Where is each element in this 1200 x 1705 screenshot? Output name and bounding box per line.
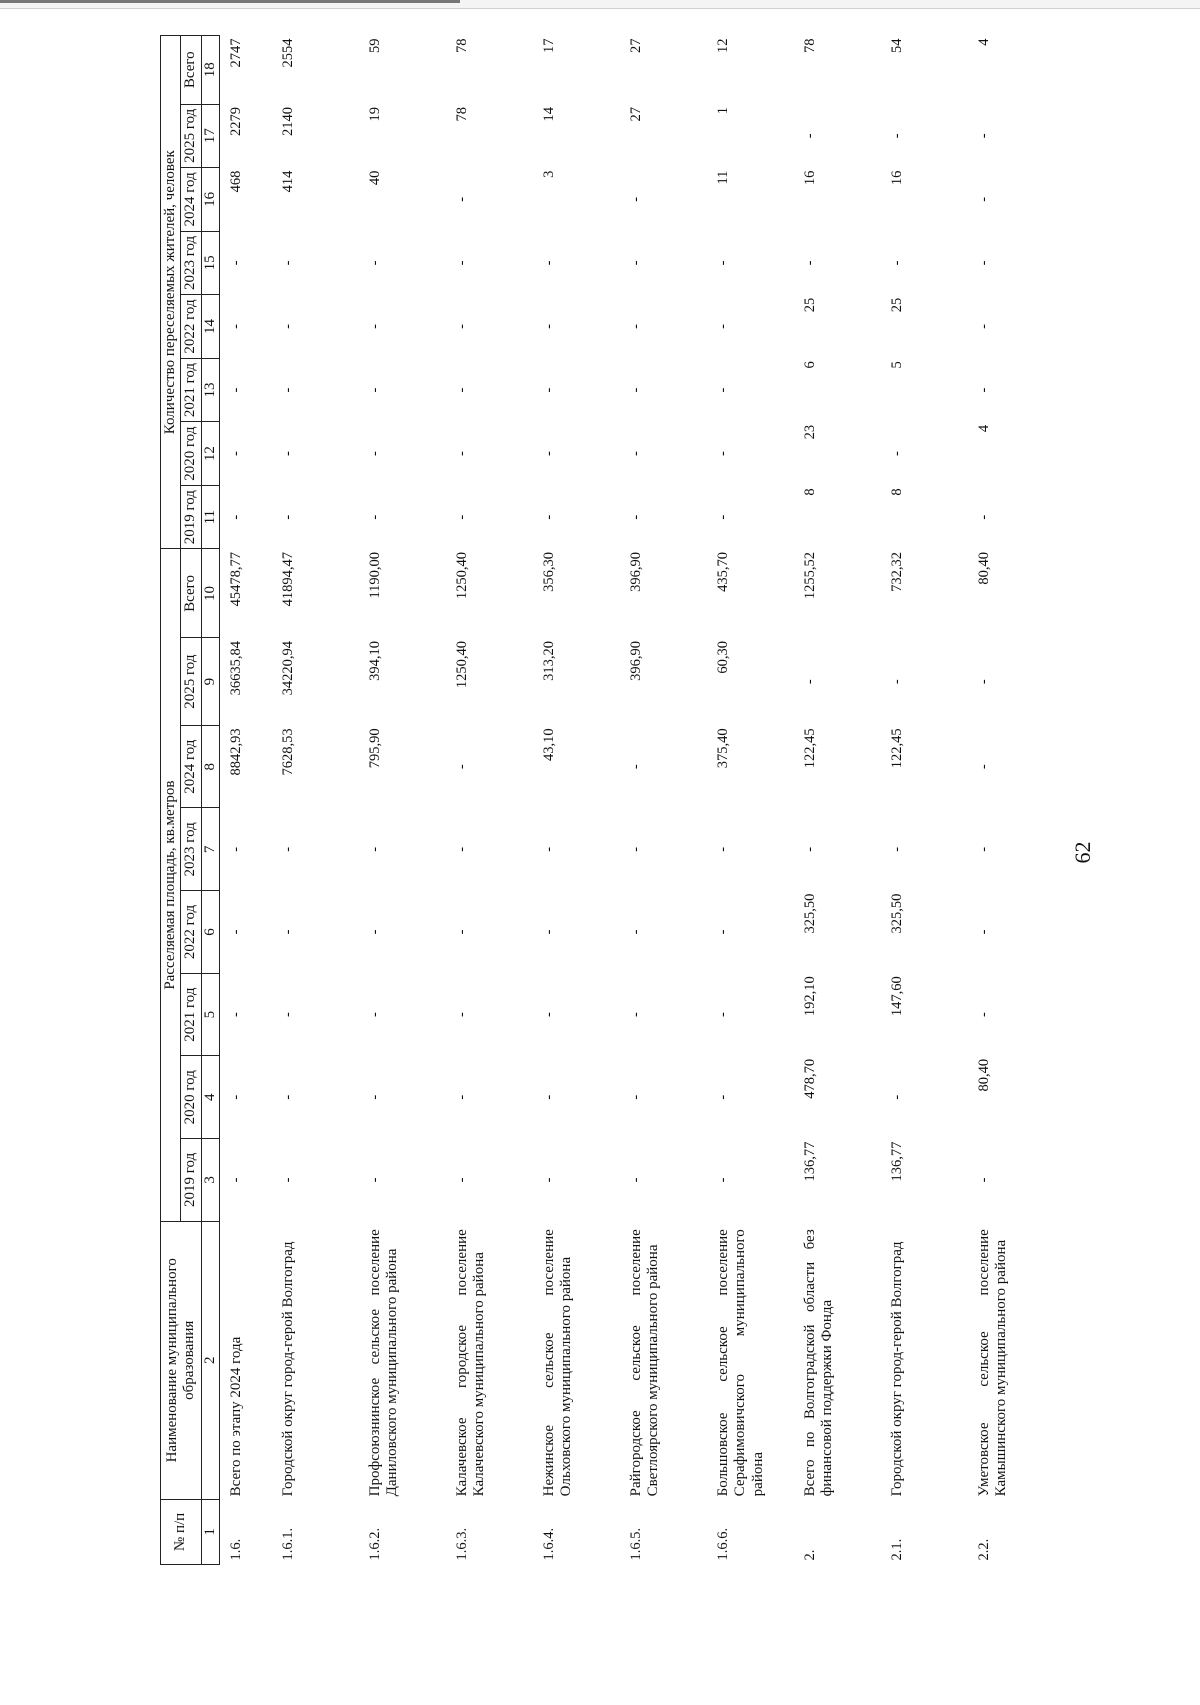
people-value-cell: - [227, 260, 244, 266]
area-value-cell: - [454, 1012, 471, 1018]
people-value-cell: 17 [541, 38, 558, 53]
column-number: 6 [201, 891, 219, 974]
people-value-cell: - [454, 324, 471, 329]
header-num: № п/п [161, 1499, 202, 1564]
people-value-cell: - [628, 260, 645, 266]
area-value-cell: 325,50 [802, 893, 819, 934]
people-value-cell: 8 [889, 488, 906, 496]
table-row [219, 36, 272, 1565]
row-number: 2. [802, 1549, 819, 1561]
area-value-cell: 36635,84 [227, 640, 244, 696]
column-number: 4 [201, 1056, 219, 1139]
area-value-cell: - [541, 1012, 558, 1018]
table-row [446, 36, 533, 1565]
area-value-cell: 8842,93 [227, 728, 244, 776]
table-row [533, 36, 620, 1565]
people-value-cell: - [367, 451, 384, 457]
area-value-cell: 192,10 [802, 976, 819, 1017]
row-number: 1.6.5. [628, 1527, 645, 1561]
area-value-cell: - [541, 846, 558, 852]
area-value-cell: - [227, 1012, 244, 1018]
area-value-cell: 136,77 [802, 1141, 819, 1182]
people-value-cell: 2140 [280, 107, 297, 137]
area-value-cell: 45478,77 [227, 551, 244, 607]
table-row [359, 36, 446, 1565]
column-number: 2 [201, 1221, 219, 1499]
people-value-cell: - [976, 260, 993, 266]
page-number: 62 [1070, 841, 1095, 864]
area-value-cell: - [802, 679, 819, 685]
people-value-cell: - [976, 324, 993, 329]
table-row [881, 36, 968, 1565]
area-value-cell: - [715, 1177, 732, 1183]
people-value-cell: - [280, 387, 297, 393]
people-value-cell: - [628, 387, 645, 393]
area-value-cell: 80,40 [976, 551, 993, 585]
people-value-cell: 14 [541, 107, 558, 122]
area-value-cell: - [976, 679, 993, 685]
header-people-year: 2019 год [181, 485, 201, 549]
header-row-groups [161, 36, 181, 1565]
area-value-cell: - [280, 929, 297, 935]
header-name: Наименование муниципального образования [161, 1221, 202, 1499]
municipality-name: Профсоюзнинское сельское поселение Даниловского муниципального района [367, 1229, 401, 1497]
area-value-cell: 732,32 [889, 551, 906, 592]
column-number: 9 [201, 638, 219, 725]
column-number: 12 [201, 422, 219, 486]
people-value-cell: - [367, 387, 384, 393]
header-row-column-numbers [201, 36, 219, 1565]
people-value-cell: 25 [802, 297, 819, 313]
people-value-cell: - [976, 196, 993, 202]
people-value-cell: 468 [227, 170, 244, 193]
row-number: 2.1. [889, 1538, 906, 1561]
people-value-cell: 11 [715, 170, 732, 185]
area-value-cell: 80,40 [976, 1058, 993, 1092]
people-value-cell: - [802, 260, 819, 266]
column-number: 15 [201, 231, 219, 295]
area-value-cell: 325,50 [889, 893, 906, 934]
area-value-cell: - [454, 929, 471, 935]
header-people-year: 2021 год [181, 358, 201, 422]
people-value-cell: 27 [628, 107, 645, 122]
table-row [620, 36, 707, 1565]
municipality-name: Большовское сельское поселение Серафимовичского муниципального района [715, 1229, 766, 1497]
people-value-cell: - [454, 514, 471, 520]
people-value-cell: - [367, 324, 384, 329]
area-value-cell: - [976, 1012, 993, 1018]
area-value-cell: 1190,00 [367, 551, 384, 599]
people-value-cell: - [541, 324, 558, 329]
people-value-cell: - [715, 514, 732, 520]
area-value-cell: - [280, 1012, 297, 1018]
people-value-cell: - [227, 387, 244, 393]
header-people-year: 2024 год [181, 168, 201, 232]
people-value-cell: - [541, 514, 558, 520]
area-value-cell: - [367, 846, 384, 852]
area-value-cell: - [227, 1094, 244, 1100]
area-value-cell: - [280, 1094, 297, 1100]
area-value-cell: 396,90 [628, 640, 645, 681]
column-number: 1 [201, 1499, 219, 1564]
municipality-name: Всего по Волгоградской области без финансовой поддержки Фонда [802, 1229, 836, 1497]
people-value-cell: 414 [280, 170, 297, 193]
column-number: 16 [201, 168, 219, 232]
people-value-cell: 2279 [227, 107, 244, 137]
resettlement-table [160, 35, 1055, 1565]
people-value-cell: 59 [367, 38, 384, 53]
header-people-year: 2023 год [181, 231, 201, 295]
area-value-cell: 7628,53 [280, 728, 297, 776]
area-value-cell: - [367, 929, 384, 935]
people-value-cell: - [227, 514, 244, 520]
area-value-cell: - [367, 1094, 384, 1100]
area-value-cell: 1250,40 [454, 551, 471, 600]
column-number: 14 [201, 295, 219, 359]
area-value-cell: - [628, 764, 645, 770]
area-value-cell: - [889, 679, 906, 685]
area-value-cell: 478,70 [802, 1058, 819, 1099]
people-value-cell: - [280, 324, 297, 329]
people-value-cell: 2554 [280, 38, 297, 68]
column-number: 10 [201, 549, 219, 638]
area-value-cell: - [976, 846, 993, 852]
header-area-year: 2024 год [181, 725, 201, 808]
people-value-cell: - [628, 451, 645, 457]
people-value-cell: 23 [802, 424, 819, 440]
area-value-cell: - [280, 1177, 297, 1183]
people-value-cell: - [280, 260, 297, 266]
people-value-cell: - [280, 514, 297, 520]
people-value-cell: 16 [802, 170, 819, 186]
table-row [968, 36, 1055, 1565]
area-value-cell: - [227, 929, 244, 935]
table-row [272, 36, 359, 1565]
header-area-group: Расселяемая площадь, кв.метров [161, 549, 181, 1221]
area-value-cell: 435,70 [715, 551, 732, 592]
area-value-cell: 356,30 [541, 551, 558, 592]
area-value-cell: - [454, 764, 471, 770]
people-value-cell: - [976, 133, 993, 139]
header-area-year: 2022 год [181, 891, 201, 974]
header-area-total: Всего [181, 549, 201, 638]
header-area-year: 2025 год [181, 638, 201, 725]
area-value-cell: - [628, 1012, 645, 1018]
people-value-cell: - [889, 260, 906, 266]
area-value-cell: - [715, 1094, 732, 1100]
row-number: 1.6.2. [367, 1527, 384, 1561]
municipality-name: Уметовское сельское поселение Камышинского муниципального района [976, 1229, 1010, 1497]
header-area-year: 2021 год [181, 973, 201, 1056]
municipality-name: Всего по этапу 2024 года [227, 1336, 244, 1497]
area-value-cell: - [367, 1012, 384, 1018]
area-value-cell: - [541, 1177, 558, 1183]
people-value-cell: 8 [802, 488, 819, 496]
column-number: 17 [201, 104, 219, 168]
people-value-cell: - [802, 133, 819, 139]
area-value-cell: - [541, 1094, 558, 1100]
people-value-cell: 12 [715, 38, 732, 53]
people-value-cell: 40 [367, 170, 384, 186]
area-value-cell: - [715, 846, 732, 852]
municipality-name: Райгородское сельское поселение Светлоярского муниципального района [628, 1229, 662, 1497]
people-value-cell: - [889, 133, 906, 139]
area-value-cell: 313,20 [541, 640, 558, 681]
people-value-cell: - [976, 387, 993, 393]
area-value-cell: - [976, 929, 993, 935]
table-row [794, 36, 881, 1565]
column-number: 11 [201, 485, 219, 549]
column-number: 18 [201, 36, 219, 105]
area-value-cell: - [802, 846, 819, 852]
people-value-cell: - [227, 324, 244, 329]
people-value-cell: - [715, 260, 732, 266]
people-value-cell: - [715, 387, 732, 393]
people-value-cell: - [367, 260, 384, 266]
area-value-cell: 122,45 [889, 728, 906, 769]
people-value-cell: - [976, 514, 993, 520]
column-number: 13 [201, 358, 219, 422]
area-value-cell: - [541, 929, 558, 935]
people-value-cell: - [628, 324, 645, 329]
people-value-cell: - [454, 387, 471, 393]
people-value-cell: - [541, 451, 558, 457]
area-value-cell: 147,60 [889, 976, 906, 1017]
area-value-cell: 43,10 [541, 728, 558, 761]
area-value-cell: - [454, 1094, 471, 1100]
header-area-year: 2019 год [181, 1139, 201, 1222]
header-people-year: 2025 год [181, 104, 201, 168]
people-value-cell: - [280, 451, 297, 457]
people-value-cell: 4 [976, 424, 993, 433]
row-number: 1.6.4. [541, 1527, 558, 1561]
people-value-cell: 78 [802, 38, 819, 53]
area-value-cell: - [889, 846, 906, 852]
area-value-cell: - [715, 929, 732, 935]
area-value-cell: 136,77 [889, 1141, 906, 1182]
people-value-cell: 6 [802, 361, 819, 369]
area-value-cell: 394,10 [367, 640, 384, 681]
area-value-cell: - [628, 1177, 645, 1183]
row-number: 1.6. [227, 1538, 244, 1561]
row-number: 1.6.1. [280, 1527, 297, 1561]
municipality-name: Калачевское городское поселение Калачевского муниципального района [454, 1229, 488, 1497]
area-value-cell: - [628, 1094, 645, 1100]
row-number: 2.2. [976, 1538, 993, 1561]
people-value-cell: - [541, 260, 558, 266]
people-value-cell: 78 [454, 107, 471, 122]
people-value-cell: - [628, 514, 645, 520]
column-number: 8 [201, 725, 219, 808]
area-value-cell: - [628, 846, 645, 852]
area-value-cell: 795,90 [367, 728, 384, 769]
people-value-cell: - [227, 451, 244, 457]
area-value-cell: - [889, 1094, 906, 1100]
people-value-cell: - [715, 451, 732, 457]
people-value-cell: - [715, 324, 732, 329]
area-value-cell: 396,90 [628, 551, 645, 592]
area-value-cell: 1255,52 [802, 551, 819, 600]
people-value-cell: - [454, 196, 471, 202]
header-people-total: Всего [181, 36, 201, 105]
table-row [707, 36, 794, 1565]
area-value-cell: 41894,47 [280, 551, 297, 607]
people-value-cell: - [889, 451, 906, 457]
header-people-year: 2020 год [181, 422, 201, 486]
people-value-cell: 19 [367, 107, 384, 122]
area-value-cell: - [227, 1177, 244, 1183]
people-value-cell: - [628, 196, 645, 202]
people-value-cell: 27 [628, 38, 645, 53]
column-number: 3 [201, 1139, 219, 1222]
area-value-cell: 375,40 [715, 728, 732, 769]
area-value-cell: 60,30 [715, 640, 732, 674]
area-value-cell: 1250,40 [454, 640, 471, 689]
header-people-group: Количество переселяемых жителей, человек [161, 36, 181, 549]
area-value-cell: - [454, 1177, 471, 1183]
area-value-cell: - [367, 1177, 384, 1183]
area-value-cell: - [976, 1177, 993, 1183]
municipality-name: Городской округ город-герой Волгоград [280, 1241, 297, 1497]
people-value-cell: - [454, 451, 471, 457]
people-value-cell: 2747 [227, 38, 244, 68]
municipality-name: Городской округ город-герой Волгоград [889, 1241, 906, 1497]
people-value-cell: 78 [454, 38, 471, 53]
header-people-year: 2022 год [181, 295, 201, 359]
people-value-cell: 5 [889, 361, 906, 369]
header-area-year: 2020 год [181, 1056, 201, 1139]
column-number: 5 [201, 973, 219, 1056]
header-area-year: 2023 год [181, 808, 201, 891]
row-number: 1.6.3. [454, 1527, 471, 1561]
area-value-cell: - [715, 1012, 732, 1018]
area-value-cell: - [628, 929, 645, 935]
people-value-cell: 54 [889, 38, 906, 53]
people-value-cell: - [541, 387, 558, 393]
people-value-cell: 25 [889, 297, 906, 313]
municipality-name: Нежинское сельское поселение Ольховского муниципального района [541, 1229, 575, 1497]
area-value-cell: - [976, 764, 993, 770]
people-value-cell: - [367, 514, 384, 520]
table-body [219, 36, 1055, 1565]
column-number: 7 [201, 808, 219, 891]
row-number: 1.6.6. [715, 1527, 732, 1561]
area-value-cell: 34220,94 [280, 640, 297, 696]
people-value-cell: 1 [715, 107, 732, 115]
people-value-cell: 3 [541, 170, 558, 178]
people-value-cell: - [454, 260, 471, 266]
area-value-cell: - [227, 846, 244, 852]
area-value-cell: 122,45 [802, 728, 819, 769]
people-value-cell: 4 [976, 38, 993, 46]
people-value-cell: 16 [889, 170, 906, 186]
area-value-cell: - [280, 846, 297, 852]
area-value-cell: - [454, 846, 471, 852]
